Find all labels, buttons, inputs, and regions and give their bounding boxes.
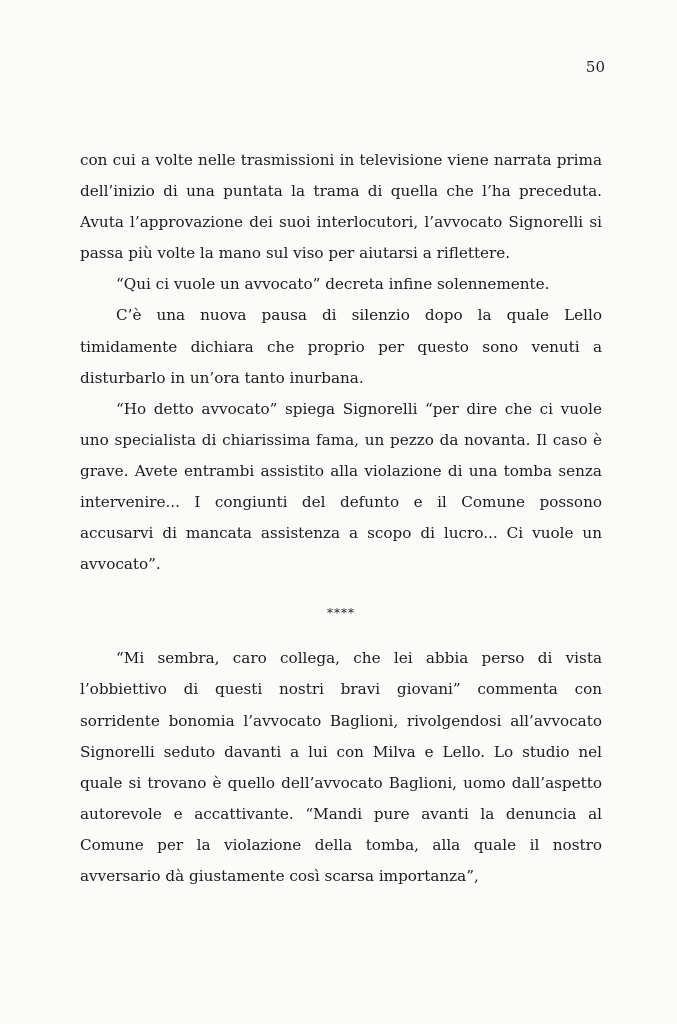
body-text <box>80 145 602 892</box>
paragraph-qui-ci-vuole: “Qui ci vuole un avvocato” decreta infine solennemente. <box>116 275 550 294</box>
paragraph-ho-detto-avvocato: “Ho detto avvocato” spiega Signorelli “per dire che ci vuole uno specialista di chiarissima fama, un pezzo da novanta. Il caso è grave. Avete entrambi assistito alla violazione di una tomba senza intervenire... I congiunti del defunto e il Comune possono accusarvi di mancata assistenza a scopo di lucro... Ci vuole un avvocato”. <box>80 399 602 574</box>
paragraph-continuation: con cui a volte nelle trasmissioni in televisione viene narrata prima dell’inizio di una puntata la trama di quella che l’ha preceduta. Avuta l’approvazione dei suoi interlocutori, l’avvocato Signorelli si passa più volte la mano sul viso per aiutarsi a riflettere. <box>80 151 602 263</box>
page-number: 50 <box>585 58 605 76</box>
paragraph-mi-sembra: “Mi sembra, caro collega, che lei abbia perso di vista l’obbiettivo di questi nostri bravi giovani” commenta con sorridente bonomia l’avvocato Baglioni, rivolgendosi all’avvocato Signorelli seduto davanti a lui con Milva e Lello. Lo studio nel quale si trovano è quello dell’avvocato Baglioni, uomo dall’aspetto autorevole e accattivante. “Mandi pure avanti la denuncia al Comune per la violazione della tomba, alla quale il nostro avversario dà giustamente così scarsa importanza”, <box>80 649 602 885</box>
paragraph-pausa-silenzio: C’è una nuova pausa di silenzio dopo la quale Lello timidamente dichiara che proprio per questo sono venuti a disturbarlo in un’ora tanto inurbana. <box>80 306 602 387</box>
section-separator: **** <box>327 606 355 621</box>
